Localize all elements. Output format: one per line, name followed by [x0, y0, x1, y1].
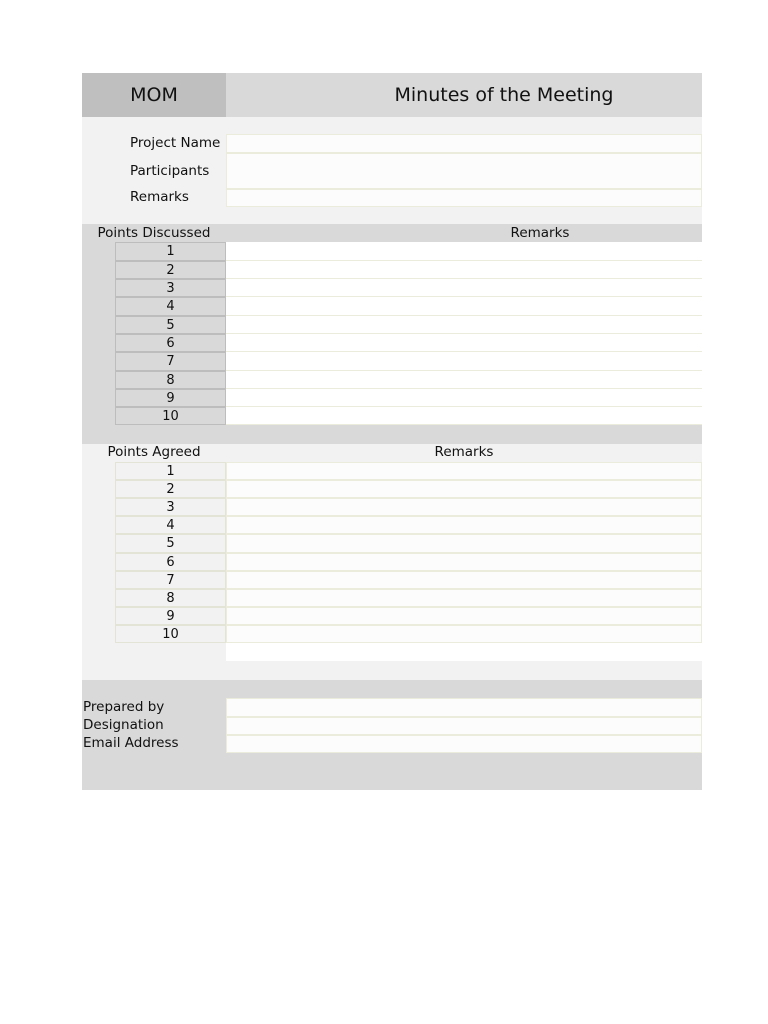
discussed-number: 1: [115, 242, 226, 261]
agreed-remark-field[interactable]: [226, 571, 702, 589]
page-title: Minutes of the Meeting: [226, 73, 702, 117]
discussed-remark-field[interactable]: [226, 407, 702, 425]
points-discussed-heading: Points Discussed: [97, 225, 211, 241]
info-remarks-label: Remarks: [130, 189, 189, 205]
prepared-by-label: Prepared by: [83, 699, 165, 715]
agreed-number: 3: [115, 498, 226, 516]
discussed-remark-field[interactable]: [226, 316, 702, 334]
agreed-remark-field[interactable]: [226, 607, 702, 625]
discussed-number: 2: [115, 261, 226, 279]
designation-field[interactable]: [226, 717, 702, 735]
discussed-remark-field[interactable]: [226, 352, 702, 371]
agreed-number: 10: [115, 625, 226, 643]
agreed-remark-field[interactable]: [226, 480, 702, 498]
agreed-number: 6: [115, 553, 226, 571]
agreed-number: 8: [115, 589, 226, 607]
discussed-number: 7: [115, 352, 226, 371]
agreed-remark-field[interactable]: [226, 553, 702, 571]
agreed-number: 5: [115, 534, 226, 553]
designation-label: Designation: [83, 717, 164, 733]
discussed-remarks-heading: Remarks: [510, 225, 570, 241]
project-name-field[interactable]: [226, 134, 702, 153]
agreed-number: 7: [115, 571, 226, 589]
agreed-number: 2: [115, 480, 226, 498]
discussed-number: 10: [115, 407, 226, 425]
agreed-number: 4: [115, 516, 226, 534]
discussed-number: 5: [115, 316, 226, 334]
discussed-number: 6: [115, 334, 226, 352]
discussed-remark-field[interactable]: [226, 389, 702, 407]
spacer-band: [82, 117, 702, 135]
email-address-label: Email Address: [83, 735, 179, 751]
discussed-remark-field[interactable]: [226, 261, 702, 279]
prepared-by-field[interactable]: [226, 698, 702, 717]
discussed-number: 3: [115, 279, 226, 297]
discussed-number: 9: [115, 389, 226, 407]
agreed-remark-field[interactable]: [226, 516, 702, 534]
info-remarks-field[interactable]: [226, 189, 702, 207]
agreed-remarks-heading: Remarks: [434, 444, 494, 460]
participants-label: Participants: [130, 163, 210, 179]
points-agreed-heading: Points Agreed: [107, 444, 201, 460]
discussed-remark-field[interactable]: [226, 371, 702, 389]
discussed-remark-field[interactable]: [226, 279, 702, 297]
agreed-remark-field[interactable]: [226, 534, 702, 553]
agreed-number: 9: [115, 607, 226, 625]
discussed-number: 4: [115, 297, 226, 316]
agreed-remark-field[interactable]: [226, 462, 702, 480]
agreed-remark-field[interactable]: [226, 589, 702, 607]
project-name-label: Project Name: [130, 135, 221, 151]
agreed-blank-row: [226, 643, 702, 661]
short-title: MOM: [82, 73, 226, 117]
agreed-remark-field[interactable]: [226, 498, 702, 516]
agreed-number: 1: [115, 462, 226, 480]
agreed-footer-band: [226, 661, 702, 680]
discussed-remark-field[interactable]: [226, 297, 702, 316]
spacer-band: [82, 207, 702, 224]
discussed-remark-field[interactable]: [226, 334, 702, 352]
email-address-field[interactable]: [226, 735, 702, 753]
discussed-remark-field[interactable]: [226, 242, 702, 261]
discussed-number: 8: [115, 371, 226, 389]
agreed-remark-field[interactable]: [226, 625, 702, 643]
discussed-footer-band: [226, 425, 702, 444]
participants-field[interactable]: [226, 153, 702, 189]
